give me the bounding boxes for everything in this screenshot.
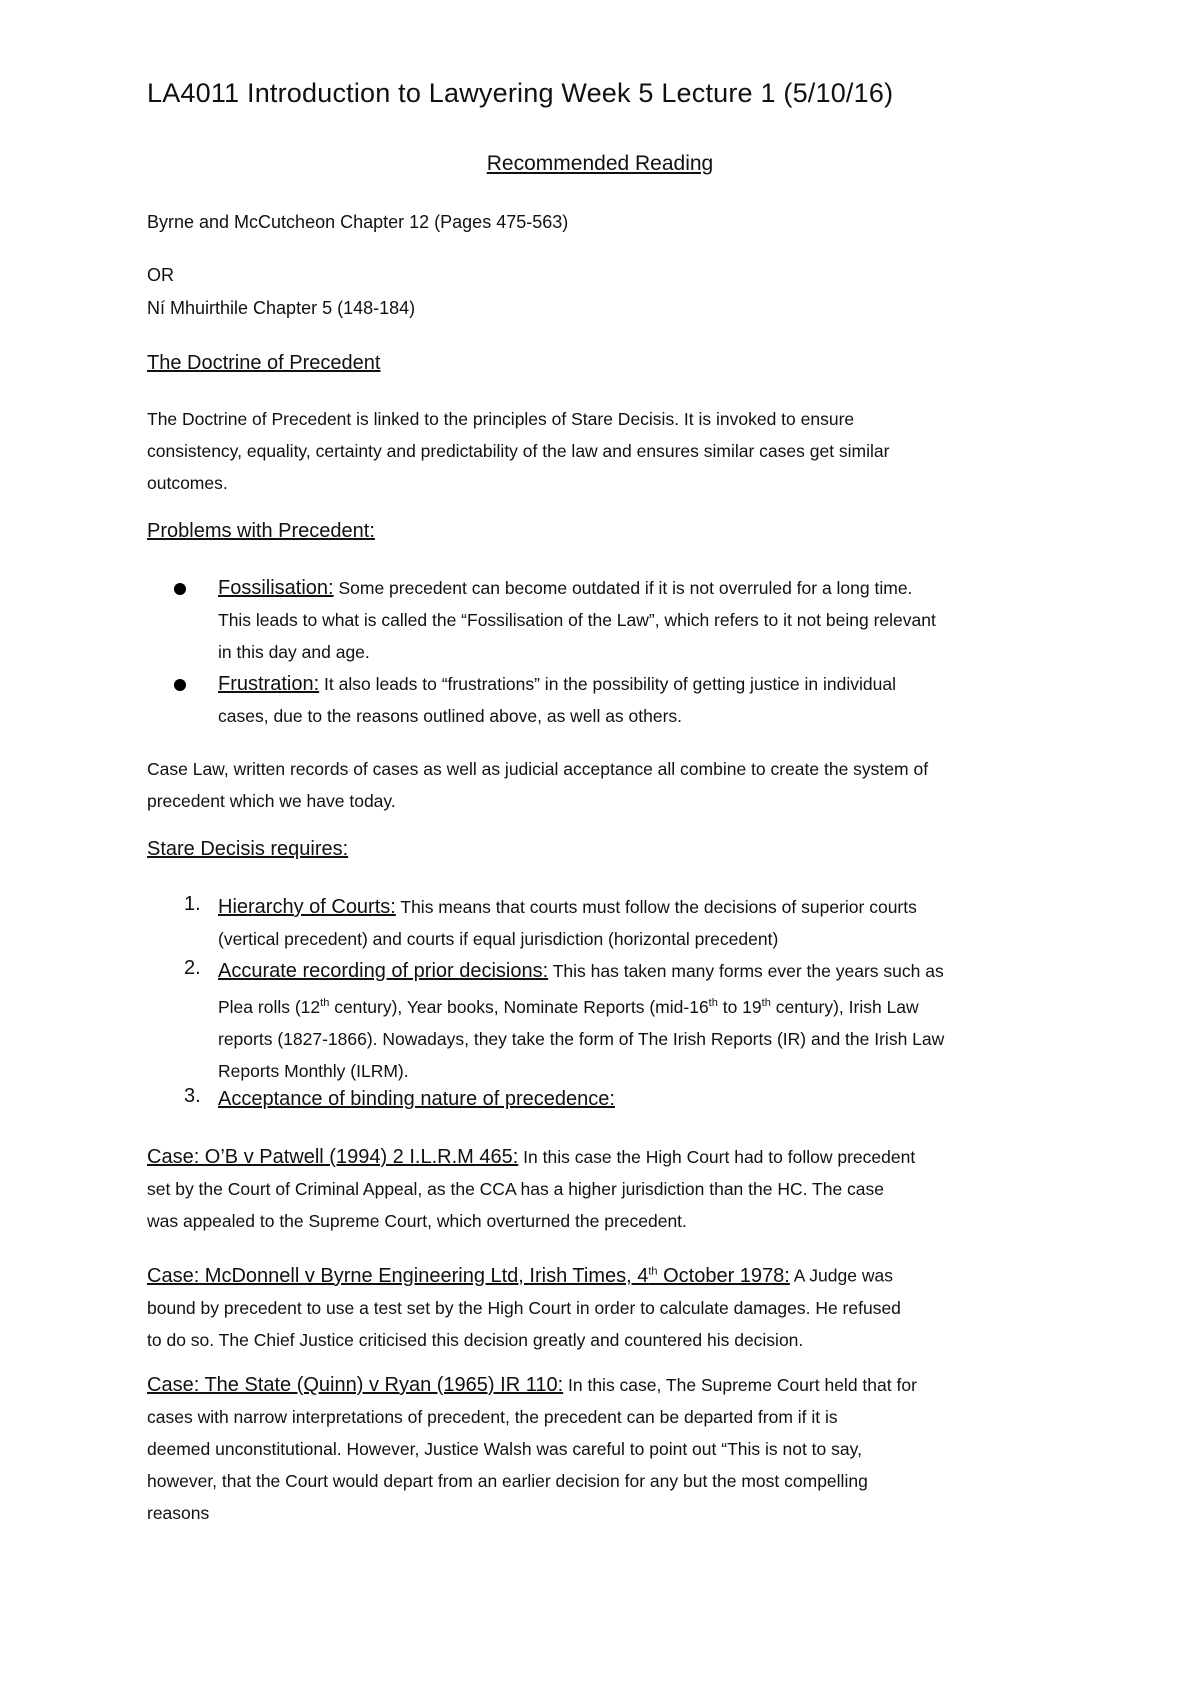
paragraph-line: consistency, equality, certainty and predictability of the law and ensures similar cases get similar (147, 441, 890, 461)
case-state-quinn-v-ryan (147, 1369, 1067, 1529)
list-number: 1. (184, 893, 201, 915)
superscript: th (708, 997, 718, 1009)
page-title: LA4011 Introduction to Lawyering Week 5 Lecture 1 (5/10/16) (147, 78, 894, 108)
case-text: A Judge was (789, 1265, 893, 1286)
bullet-icon (174, 679, 186, 691)
text-run: Case: McDonnell v Byrne Engineering Ltd, Irish Times, 4 (147, 1264, 649, 1287)
case-title: Case: The State (Quinn) v Ryan (1965) IR 110: (147, 1374, 564, 1396)
case-law-paragraph (147, 753, 1067, 817)
text-run: October 1978: (657, 1264, 790, 1287)
paragraph-line: This leads to what is called the “Fossilisation of the Law”, which refers to it not being relevant (218, 610, 936, 630)
paragraph-line: outcomes. (147, 473, 228, 493)
doctrine-paragraph (147, 403, 1067, 499)
problems-heading: Problems with Precedent: (147, 520, 375, 542)
case-mcdonnell-v-byrne (147, 1255, 1067, 1356)
problem-text: Some precedent can become outdated if it is not overruled for a long time. (333, 578, 913, 598)
paragraph-line: to do so. The Chief Justice criticised this decision greatly and countered his decision. (147, 1329, 804, 1350)
paragraph-line: Case Law, written records of cases as well as judicial acceptance all combine to create the system of (147, 759, 929, 779)
paragraph-line: cases, due to the reasons outlined above, as well as others. (218, 706, 683, 726)
case-title: Case: O’B v Patwell (1994) 2 I.L.R.M 465: (147, 1146, 519, 1168)
list-number: 2. (184, 957, 201, 979)
paragraph-line: cases with narrow interpretations of precedent, the precedent can be departed from if it is (147, 1407, 838, 1427)
problem-item-frustration (218, 668, 1078, 732)
paragraph-line: bound by precedent to use a test set by the High Court in order to calculate damages. He refused (147, 1297, 901, 1318)
stare-item-acceptance (218, 1083, 1078, 1115)
paragraph-line: The Doctrine of Precedent is linked to the principles of Stare Decisis. It is invoked to ensure (147, 409, 855, 429)
paragraph-line (218, 987, 1078, 1023)
paragraph-line: set by the Court of Criminal Appeal, as the CCA has a higher jurisdiction than the HC. The case (147, 1179, 885, 1199)
paragraph-line: precedent which we have today. (147, 791, 396, 811)
superscript: th (761, 997, 771, 1009)
item-term: Accurate recording of prior decisions: (218, 960, 549, 982)
paragraph-line: reasons (147, 1503, 210, 1523)
doctrine-heading: The Doctrine of Precedent (147, 352, 381, 374)
case-title (147, 1265, 790, 1287)
reading-or: OR (147, 265, 174, 285)
paragraph-line: deemed unconstitutional. However, Justice Walsh was careful to point out “This is not to say, (147, 1439, 862, 1459)
superscript: th (320, 997, 330, 1009)
reading-byrne: Byrne and McCutcheon Chapter 12 (Pages 475-563) (147, 212, 569, 232)
recommended-reading-heading: Recommended Reading (486, 152, 714, 175)
paragraph-line: in this day and age. (218, 642, 370, 662)
paragraph-line: Reports Monthly (ILRM). (218, 1060, 409, 1081)
problem-term: Frustration: (218, 673, 320, 695)
paragraph-line: (vertical precedent) and courts if equal jurisdiction (horizontal precedent) (218, 929, 779, 949)
superscript: th (648, 1265, 658, 1277)
reading-ni-mhuirthile: Ní Mhuirthile Chapter 5 (148-184) (147, 298, 416, 318)
text-run: Plea rolls (12 (218, 996, 321, 1017)
stare-item-recording (218, 955, 1078, 1087)
problem-term: Fossilisation: (218, 577, 334, 599)
case-text: In this case the High Court had to follow precedent (518, 1147, 916, 1167)
problem-item-fossilisation (218, 572, 1078, 668)
case-ob-v-patwell (147, 1141, 1067, 1237)
item-text: This has taken many forms ever the years such as (548, 961, 944, 981)
paragraph-line: reports (1827-1866). Nowadays, they take the form of The Irish Reports (IR) and the Irish Law (218, 1028, 945, 1049)
text-run: century), Irish Law (770, 996, 919, 1017)
stare-decisis-heading: Stare Decisis requires: (147, 838, 349, 860)
list-number: 3. (184, 1085, 201, 1107)
item-text: This means that courts must follow the decisions of superior courts (395, 897, 917, 917)
problem-text: It also leads to “frustrations” in the possibility of getting justice in individual (319, 674, 896, 694)
item-term: Acceptance of binding nature of precedence: (218, 1088, 615, 1110)
case-text: In this case, The Supreme Court held that for (563, 1375, 917, 1395)
paragraph-line: was appealed to the Supreme Court, which overturned the precedent. (147, 1211, 687, 1231)
text-run: to 19 (717, 996, 762, 1017)
paragraph-line: however, that the Court would depart from an earlier decision for any but the most compelling (147, 1471, 868, 1491)
text-run: century), Year books, Nominate Reports (mid-16 (329, 996, 709, 1017)
item-term: Hierarchy of Courts: (218, 896, 396, 918)
bullet-icon (174, 583, 186, 595)
stare-item-hierarchy (218, 891, 1078, 955)
